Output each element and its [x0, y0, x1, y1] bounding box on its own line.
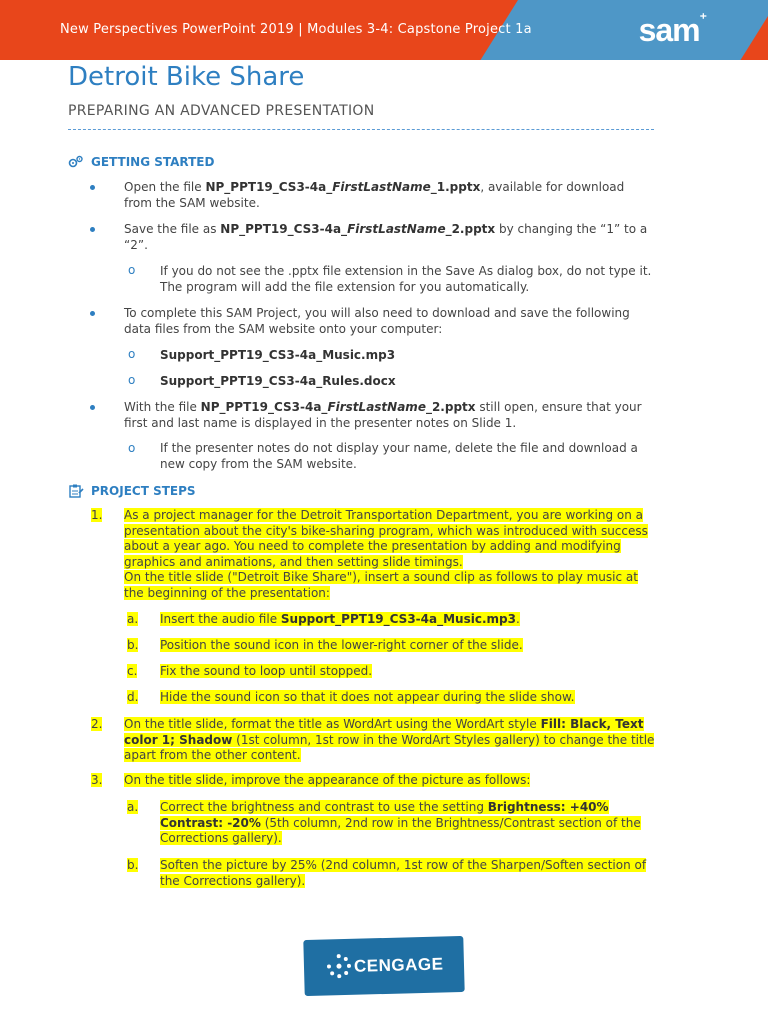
- list-item: With the file NP_PPT19_CS3-4a_FirstLastName_2.pptx still open, ensure that your first and last name is displayed in the presenter notes on Slide 1.: [124, 400, 642, 430]
- gears-icon: [68, 155, 84, 169]
- sam-logo: sam⁺: [638, 10, 706, 48]
- sub-bullet-marker: o: [128, 263, 136, 277]
- bullet-dot: [90, 227, 95, 232]
- substep-text: Hide the sound icon so that it does not appear during the slide show.: [160, 690, 575, 704]
- project-steps-heading: PROJECT STEPS: [68, 484, 196, 498]
- substep-letter: d.: [127, 690, 139, 704]
- substep-text: Soften the picture by 25% (2nd column, 1st row of the Sharpen/Soften section of the Corrections gallery).: [160, 858, 647, 888]
- substep-text: Fix the sound to loop until stopped.: [160, 664, 373, 678]
- list-item: If the presenter notes do not display your name, delete the file and download a new copy from the SAM website.: [160, 441, 638, 471]
- getting-started-heading: GETTING STARTED: [68, 155, 214, 169]
- header-bar: [0, 0, 768, 60]
- page-subtitle: PREPARING AN ADVANCED PRESENTATION: [68, 103, 375, 119]
- step-text: On the title slide, format the title as WordArt using the WordArt style Fill: Black, Text color 1; Shadow (1st column, 1st row in the WordArt Styles gallery) to change the title apart from the other content.: [124, 717, 655, 762]
- list-item: If you do not see the .pptx file extension in the Save As dialog box, do not type it. The program will add the file extension for you automatically.: [160, 264, 652, 294]
- step-text: On the title slide, improve the appearance of the picture as follows:: [124, 773, 531, 787]
- bullet-dot: [90, 185, 95, 190]
- list-item: Save the file as NP_PPT19_CS3-4a_FirstLastName_2.pptx by changing the “1” to a “2”.: [124, 222, 648, 252]
- list-item: To complete this SAM Project, you will also need to download and save the following data files from the SAM website onto your computer:: [124, 306, 630, 336]
- substep-text: Insert the audio file Support_PPT19_CS3-4a_Music.mp3.: [160, 612, 520, 626]
- list-item: Support_PPT19_CS3-4a_Rules.docx: [160, 374, 396, 388]
- page-title: Detroit Bike Share: [68, 62, 305, 92]
- substep-letter: a.: [127, 800, 139, 814]
- cengage-icon: [326, 953, 353, 980]
- list-item: Support_PPT19_CS3-4a_Music.mp3: [160, 348, 396, 362]
- bullet-dot: [90, 405, 95, 410]
- clipboard-icon: [68, 484, 84, 498]
- sub-bullet-marker: o: [128, 441, 136, 455]
- list-item: Open the file NP_PPT19_CS3-4a_FirstLastName_1.pptx, available for download from the SAM website.: [124, 180, 625, 210]
- sub-bullet-marker: o: [128, 347, 136, 361]
- substep-letter: c.: [127, 664, 138, 678]
- substep-letter: a.: [127, 612, 139, 626]
- substep-text: Position the sound icon in the lower-right corner of the slide.: [160, 638, 523, 652]
- bullet-dot: [90, 311, 95, 316]
- step-number: 1.: [91, 508, 103, 522]
- header-title: New Perspectives PowerPoint 2019 | Modules 3-4: Capstone Project 1a: [60, 22, 532, 37]
- step-number: 3.: [91, 773, 103, 787]
- step-number: 2.: [91, 717, 103, 731]
- substep-text: Correct the brightness and contrast to use the setting Brightness: +40% Contrast: -20% (5th column, 2nd row in the Brightness/Contrast section of the Corrections gallery).: [160, 800, 641, 845]
- divider: [68, 129, 654, 130]
- substep-letter: b.: [127, 638, 139, 652]
- cengage-text: CENGAGE: [353, 954, 444, 976]
- cengage-logo: [303, 936, 464, 996]
- substep-letter: b.: [127, 858, 139, 872]
- sub-bullet-marker: o: [128, 373, 136, 387]
- step-text: As a project manager for the Detroit Transportation Department, you are working on a presentation about the city's bike-sharing program, which was introduced with success about a year ago. You need to complete the presentation by adding and modifying graphics and animations, and then setting slide timings. On the title slide ("Detroit Bike Share"), insert a sound clip as follows to play music at the beginning of the presentation:: [124, 508, 648, 600]
